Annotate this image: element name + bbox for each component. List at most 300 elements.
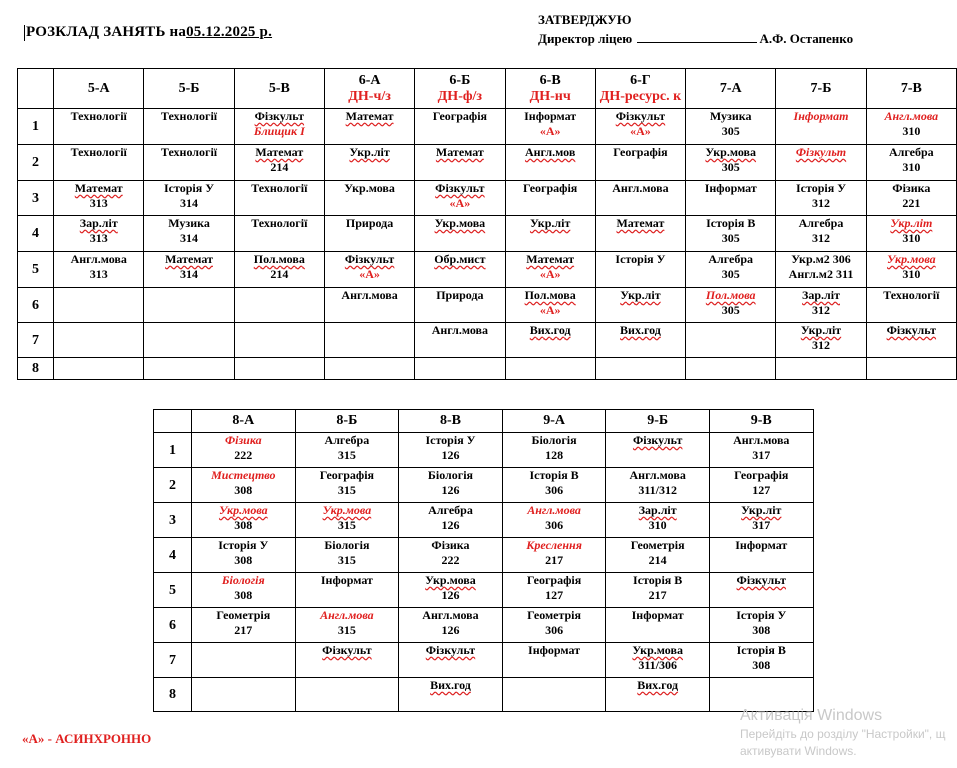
room-or-note: «А» bbox=[539, 267, 561, 281]
subject: Укр.мова bbox=[632, 643, 683, 657]
subject: Математ bbox=[165, 252, 213, 266]
schedule-cell bbox=[234, 216, 324, 252]
schedule-cell bbox=[502, 608, 606, 643]
schedule-cell bbox=[595, 216, 685, 252]
subject: Англ.мова bbox=[884, 109, 939, 123]
schedule-cell bbox=[192, 608, 296, 643]
schedule-cell bbox=[192, 503, 296, 538]
schedule-cell bbox=[415, 323, 505, 358]
subject: Математ bbox=[435, 145, 484, 159]
room-or-note: 127 bbox=[752, 483, 771, 497]
room-or-note: 217 bbox=[648, 588, 667, 602]
schedule-cell bbox=[502, 538, 606, 573]
schedule-cell bbox=[505, 323, 595, 358]
schedule-cell bbox=[399, 573, 503, 608]
subject: Технології bbox=[70, 109, 127, 123]
subject: Біологія bbox=[531, 433, 577, 447]
subject: Пол.мова bbox=[705, 288, 756, 302]
schedule-cell bbox=[686, 358, 776, 380]
subject: Інформат bbox=[320, 573, 373, 587]
class-header bbox=[866, 69, 956, 109]
schedule-cell bbox=[192, 643, 296, 678]
room-or-note: 313 bbox=[89, 267, 108, 281]
async-footnote: «А» - АСИНХРОННО bbox=[22, 731, 152, 746]
subject: Англ.мов bbox=[524, 145, 576, 159]
schedule-cell bbox=[866, 216, 956, 252]
subject: Історія В bbox=[736, 643, 786, 657]
schedule-cell bbox=[606, 573, 710, 608]
watermark-line-2: Перейдіть до розділу "Настройки", щ bbox=[740, 727, 946, 741]
subject: Алгебра bbox=[428, 503, 473, 517]
subject: Технології bbox=[251, 181, 308, 195]
schedule-cell bbox=[686, 181, 776, 216]
class-header bbox=[192, 410, 296, 433]
schedule-date: 05.12.2025 р. bbox=[186, 24, 273, 40]
schedule-cell bbox=[776, 181, 866, 216]
room-or-note: 306 bbox=[545, 483, 564, 497]
class-name: 5-В bbox=[268, 80, 290, 96]
class-header bbox=[144, 69, 234, 109]
subject: Обр.мист bbox=[434, 252, 486, 266]
class-header bbox=[606, 410, 710, 433]
schedule-cell bbox=[595, 145, 685, 181]
subject: Природа bbox=[436, 288, 484, 302]
subject: Креслення bbox=[526, 538, 582, 552]
class-name: 8-В bbox=[439, 413, 461, 428]
room-or-note: 126 bbox=[441, 448, 460, 462]
room-or-note: 126 bbox=[441, 518, 460, 532]
room-or-note: 305 bbox=[721, 160, 740, 174]
schedule-cell bbox=[866, 252, 956, 288]
schedule-cell bbox=[54, 252, 144, 288]
schedule-table-grades-5-7 bbox=[17, 68, 957, 380]
lesson-row bbox=[154, 643, 814, 678]
schedule-cell bbox=[295, 608, 399, 643]
schedule-cell bbox=[324, 216, 414, 252]
schedule-table-grades-8-9 bbox=[153, 409, 814, 712]
schedule-cell bbox=[502, 468, 606, 503]
subject: Біологія bbox=[324, 538, 370, 552]
schedule-cell bbox=[295, 433, 399, 468]
subject: Фізкульт bbox=[322, 643, 372, 657]
room-or-note: «А» bbox=[539, 303, 561, 317]
schedule-cell bbox=[502, 503, 606, 538]
subject: Фізкульт bbox=[435, 181, 485, 195]
schedule-cell bbox=[606, 503, 710, 538]
schedule-cell bbox=[54, 216, 144, 252]
schedule-cell bbox=[776, 252, 866, 288]
subject: Вих.год bbox=[529, 323, 571, 337]
schedule-cell bbox=[505, 358, 595, 380]
director-line bbox=[538, 29, 853, 48]
room-or-note: 310 bbox=[902, 160, 921, 174]
schedule-cell bbox=[709, 468, 813, 503]
class-name: 9-А bbox=[543, 413, 565, 428]
class-name: 6-Г bbox=[630, 72, 651, 88]
lesson-row bbox=[18, 181, 957, 216]
subject: Музика bbox=[709, 109, 752, 123]
class-header bbox=[295, 410, 399, 433]
schedule-cell bbox=[54, 288, 144, 323]
schedule-cell bbox=[295, 538, 399, 573]
subject: Укр.літ bbox=[890, 216, 933, 230]
text-cursor bbox=[24, 25, 25, 41]
class-name: 5-А bbox=[87, 80, 110, 96]
room-or-note: 305 bbox=[721, 267, 740, 281]
room-or-note: 317 bbox=[752, 518, 771, 532]
lesson-row bbox=[18, 288, 957, 323]
watermark-line-3: активувати Windows. bbox=[740, 744, 857, 758]
schedule-cell bbox=[502, 678, 606, 712]
schedule-cell bbox=[144, 252, 234, 288]
subject: Англ.мова bbox=[70, 252, 127, 266]
subject: Вих.год bbox=[430, 678, 471, 692]
schedule-cell bbox=[686, 323, 776, 358]
lesson-number: 2 bbox=[18, 145, 54, 181]
schedule-cell bbox=[606, 468, 710, 503]
class-name: 5-Б bbox=[178, 80, 200, 96]
schedule-cell bbox=[144, 145, 234, 181]
class-header bbox=[709, 410, 813, 433]
room-or-note: 315 bbox=[337, 553, 356, 567]
schedule-cell bbox=[234, 109, 324, 145]
subject: Математ bbox=[255, 145, 304, 159]
subject: Історія У bbox=[218, 538, 269, 552]
schedule-cell bbox=[505, 109, 595, 145]
schedule-cell bbox=[505, 288, 595, 323]
schedule-cell bbox=[866, 145, 956, 181]
schedule-cell bbox=[54, 109, 144, 145]
schedule-cell bbox=[295, 678, 399, 712]
class-name: 7-А bbox=[719, 80, 742, 96]
class-name: 9-В bbox=[750, 413, 772, 428]
subject: Технології bbox=[160, 145, 218, 159]
schedule-cell bbox=[399, 433, 503, 468]
schedule-cell bbox=[709, 433, 813, 468]
schedule-cell bbox=[415, 216, 505, 252]
room-or-note: 315 bbox=[337, 623, 356, 637]
room-or-note: 315 bbox=[337, 448, 356, 462]
subject: Фізкульт bbox=[425, 643, 476, 657]
schedule-cell bbox=[234, 252, 324, 288]
subject: Географія bbox=[613, 145, 668, 159]
lesson-number: 5 bbox=[18, 252, 54, 288]
subject: Англ.мова bbox=[341, 288, 398, 302]
approval-block bbox=[538, 10, 853, 48]
schedule-cell bbox=[144, 288, 234, 323]
subject: Укр.літ bbox=[620, 288, 661, 302]
subject: Технології bbox=[251, 216, 308, 230]
subject: Інформат bbox=[528, 643, 581, 657]
schedule-cell bbox=[776, 145, 866, 181]
subject: Вих.год bbox=[620, 323, 661, 337]
subject: Технології bbox=[160, 109, 218, 123]
subject: Природа bbox=[345, 216, 394, 230]
subject: Біологія bbox=[221, 573, 265, 587]
room-or-note: Блищик І bbox=[253, 124, 305, 138]
subject: Інформат bbox=[704, 181, 757, 195]
schedule-cell bbox=[234, 323, 324, 358]
schedule-cell bbox=[399, 468, 503, 503]
subject: Фізкульт bbox=[632, 433, 683, 447]
room-or-note: 308 bbox=[234, 588, 253, 602]
approve-label: ЗАТВЕРДЖУЮ bbox=[538, 12, 632, 27]
room-or-note: 308 bbox=[234, 553, 253, 567]
schedule-cell bbox=[324, 252, 414, 288]
schedule-cell bbox=[502, 643, 606, 678]
schedule-cell bbox=[415, 181, 505, 216]
schedule-cell bbox=[776, 323, 866, 358]
subject: Фізкульт bbox=[344, 252, 395, 266]
lesson-number: 7 bbox=[18, 323, 54, 358]
class-header bbox=[776, 69, 866, 109]
subject: Пол.мова bbox=[253, 252, 305, 266]
lesson-number: 1 bbox=[154, 433, 192, 468]
schedule-cell bbox=[505, 145, 595, 181]
subject: Укр.мова bbox=[425, 573, 476, 587]
schedule-cell bbox=[54, 181, 144, 216]
schedule-cell bbox=[144, 323, 234, 358]
schedule-cell bbox=[505, 216, 595, 252]
schedule-cell bbox=[606, 678, 710, 712]
subject: Укр.мова bbox=[322, 503, 372, 517]
room-or-note: 312 bbox=[812, 303, 830, 317]
class-header bbox=[399, 410, 503, 433]
schedule-cell bbox=[399, 608, 503, 643]
schedule-cell bbox=[686, 216, 776, 252]
corner-cell bbox=[154, 410, 192, 433]
header-row bbox=[154, 410, 814, 433]
room-or-note: 126 bbox=[441, 483, 460, 497]
lesson-number: 6 bbox=[18, 288, 54, 323]
room-or-note: 315 bbox=[337, 483, 356, 497]
lesson-row bbox=[18, 323, 957, 358]
schedule-cell bbox=[54, 358, 144, 380]
schedule-cell bbox=[709, 538, 813, 573]
schedule-cell bbox=[776, 109, 866, 145]
schedule-cell bbox=[776, 358, 866, 380]
schedule-cell bbox=[324, 358, 414, 380]
room-or-note: 312 bbox=[812, 338, 830, 352]
subject: Фізика bbox=[224, 433, 262, 447]
lesson-number: 2 bbox=[154, 468, 192, 503]
subject: Географія bbox=[526, 573, 582, 587]
subject: Зар.літ bbox=[79, 216, 118, 230]
lesson-row bbox=[154, 433, 814, 468]
lesson-number: 1 bbox=[18, 109, 54, 145]
schedule-cell bbox=[144, 181, 234, 216]
room-or-note: Англ.м2 311 bbox=[788, 267, 854, 281]
schedule-cell bbox=[415, 109, 505, 145]
schedule-cell bbox=[324, 145, 414, 181]
room-or-note: 214 bbox=[270, 160, 289, 174]
lesson-row bbox=[154, 573, 814, 608]
schedule-cell bbox=[606, 433, 710, 468]
room-or-note: 308 bbox=[752, 623, 771, 637]
signature-line bbox=[637, 31, 757, 43]
schedule-cell bbox=[415, 358, 505, 380]
windows-activation-watermark bbox=[740, 706, 945, 760]
schedule-cell bbox=[415, 288, 505, 323]
subject: Фізкульт bbox=[615, 109, 666, 123]
subject: Історія У bbox=[736, 608, 787, 622]
schedule-cell bbox=[192, 433, 296, 468]
subject: Історія У bbox=[615, 252, 666, 266]
subject: Укр.м2 306 bbox=[791, 252, 851, 266]
subject: Історія В bbox=[633, 573, 683, 587]
room-or-note: 221 bbox=[902, 196, 921, 210]
subject: Історія У bbox=[425, 433, 476, 447]
subject: Інформат bbox=[631, 608, 684, 622]
subject: Укр.літ bbox=[529, 216, 571, 230]
subject: Географія bbox=[734, 468, 789, 482]
schedule-cell bbox=[776, 216, 866, 252]
schedule-cell bbox=[399, 643, 503, 678]
lesson-row bbox=[18, 252, 957, 288]
subject: Фізкульт bbox=[736, 573, 786, 587]
subject: Геометрія bbox=[630, 538, 685, 552]
subject: Укр.літ bbox=[349, 145, 390, 159]
director-name: А.Ф. Остапенко bbox=[759, 31, 854, 46]
schedule-cell bbox=[295, 468, 399, 503]
schedule-cell bbox=[709, 643, 813, 678]
class-note: ДН-нч bbox=[529, 88, 571, 104]
subject: Англ.мова bbox=[612, 181, 669, 195]
subject: Історія В bbox=[706, 216, 756, 230]
subject: Історія У bbox=[795, 181, 847, 195]
lesson-number: 4 bbox=[154, 538, 192, 573]
subject: Географія bbox=[319, 468, 375, 482]
subject: Зар.літ bbox=[802, 288, 840, 302]
schedule-cell bbox=[324, 288, 414, 323]
schedule-cell bbox=[234, 358, 324, 380]
class-name: 7-Б bbox=[810, 80, 832, 96]
subject: Історія У bbox=[164, 181, 215, 195]
subject: Укр.мова bbox=[705, 145, 757, 159]
room-or-note: 128 bbox=[545, 448, 564, 462]
subject: Укр.мова bbox=[887, 252, 936, 266]
lesson-row bbox=[154, 503, 814, 538]
room-or-note: «А» bbox=[630, 124, 651, 138]
room-or-note: 308 bbox=[234, 483, 253, 497]
subject: Фізика bbox=[431, 538, 470, 552]
subject: Географія bbox=[432, 109, 488, 123]
room-or-note: 315 bbox=[337, 518, 356, 532]
schedule-cell bbox=[505, 252, 595, 288]
class-name: 8-Б bbox=[336, 413, 358, 428]
subject: Алгебра bbox=[888, 145, 934, 159]
lesson-number: 3 bbox=[154, 503, 192, 538]
watermark-title: Активація Windows bbox=[740, 707, 883, 724]
lesson-row bbox=[154, 608, 814, 643]
corner-cell bbox=[18, 69, 54, 109]
schedule-cell bbox=[686, 252, 776, 288]
class-name: 9-Б bbox=[647, 413, 669, 428]
schedule-cell bbox=[776, 288, 866, 323]
subject: Англ.мова bbox=[422, 608, 479, 622]
schedule-cell bbox=[709, 573, 813, 608]
room-or-note: 312 bbox=[812, 196, 830, 210]
class-name: 6-В bbox=[539, 72, 561, 88]
room-or-note: 310 bbox=[902, 267, 921, 281]
schedule-cell bbox=[502, 433, 606, 468]
schedule-cell bbox=[502, 573, 606, 608]
class-header bbox=[502, 410, 606, 433]
room-or-note: 310 bbox=[902, 124, 921, 138]
subject: Технології bbox=[883, 288, 940, 302]
room-or-note: 222 bbox=[234, 448, 253, 462]
schedule-cell bbox=[595, 358, 685, 380]
room-or-note: 314 bbox=[180, 267, 199, 281]
class-note: ДН-ресурс. к bbox=[599, 88, 682, 104]
title-text: РОЗКЛАД ЗАНЯТЬ на bbox=[26, 24, 187, 40]
subject: Укр.літ bbox=[800, 323, 842, 337]
schedule-cell bbox=[866, 181, 956, 216]
subject: Англ.мова bbox=[527, 503, 581, 517]
subject: Математ bbox=[74, 181, 123, 195]
subject: Історія В bbox=[529, 468, 579, 482]
schedule-cell bbox=[324, 181, 414, 216]
lesson-number: 5 bbox=[154, 573, 192, 608]
subject: Алгебра bbox=[798, 216, 844, 230]
room-or-note: 214 bbox=[648, 553, 667, 567]
schedule-cell bbox=[709, 503, 813, 538]
schedule-cell bbox=[505, 181, 595, 216]
subject: Англ.мова bbox=[733, 433, 790, 447]
subject: Інформат bbox=[524, 109, 577, 123]
header-row bbox=[18, 69, 957, 109]
schedule-cell bbox=[606, 643, 710, 678]
class-header bbox=[324, 69, 414, 109]
room-or-note: 314 bbox=[180, 231, 199, 245]
class-header bbox=[234, 69, 324, 109]
class-header bbox=[415, 69, 505, 109]
subject: Технології bbox=[70, 145, 127, 159]
lesson-row bbox=[18, 145, 957, 181]
subject: Укр.мова bbox=[218, 503, 268, 517]
room-or-note: 126 bbox=[441, 588, 460, 602]
schedule-cell bbox=[192, 538, 296, 573]
subject: Англ.мова bbox=[629, 468, 686, 482]
class-name: 8-А bbox=[232, 413, 255, 428]
schedule-cell bbox=[234, 145, 324, 181]
schedule-cell bbox=[866, 323, 956, 358]
lesson-row bbox=[154, 538, 814, 573]
schedule-cell bbox=[686, 109, 776, 145]
subject: Геометрія bbox=[216, 608, 271, 622]
lesson-row bbox=[18, 216, 957, 252]
subject: Англ.мова bbox=[320, 608, 374, 622]
class-name: 7-В bbox=[900, 80, 922, 96]
room-or-note: 305 bbox=[721, 124, 740, 138]
subject: Укр.мова bbox=[344, 181, 395, 195]
schedule-cell bbox=[295, 503, 399, 538]
subject: Алгебра bbox=[324, 433, 370, 447]
subject: Інформат bbox=[793, 109, 849, 123]
subject: Географія bbox=[523, 181, 578, 195]
schedule-cell bbox=[192, 573, 296, 608]
schedule-cell bbox=[866, 358, 956, 380]
schedule-cell bbox=[866, 288, 956, 323]
room-or-note: 306 bbox=[545, 623, 564, 637]
room-or-note: 308 bbox=[752, 658, 771, 672]
room-or-note: «А» bbox=[359, 267, 380, 281]
lesson-row bbox=[154, 678, 814, 712]
class-note: ДН-ч/з bbox=[348, 88, 391, 104]
schedule-cell bbox=[415, 145, 505, 181]
schedule-cell bbox=[144, 358, 234, 380]
room-or-note: 313 bbox=[89, 231, 108, 245]
